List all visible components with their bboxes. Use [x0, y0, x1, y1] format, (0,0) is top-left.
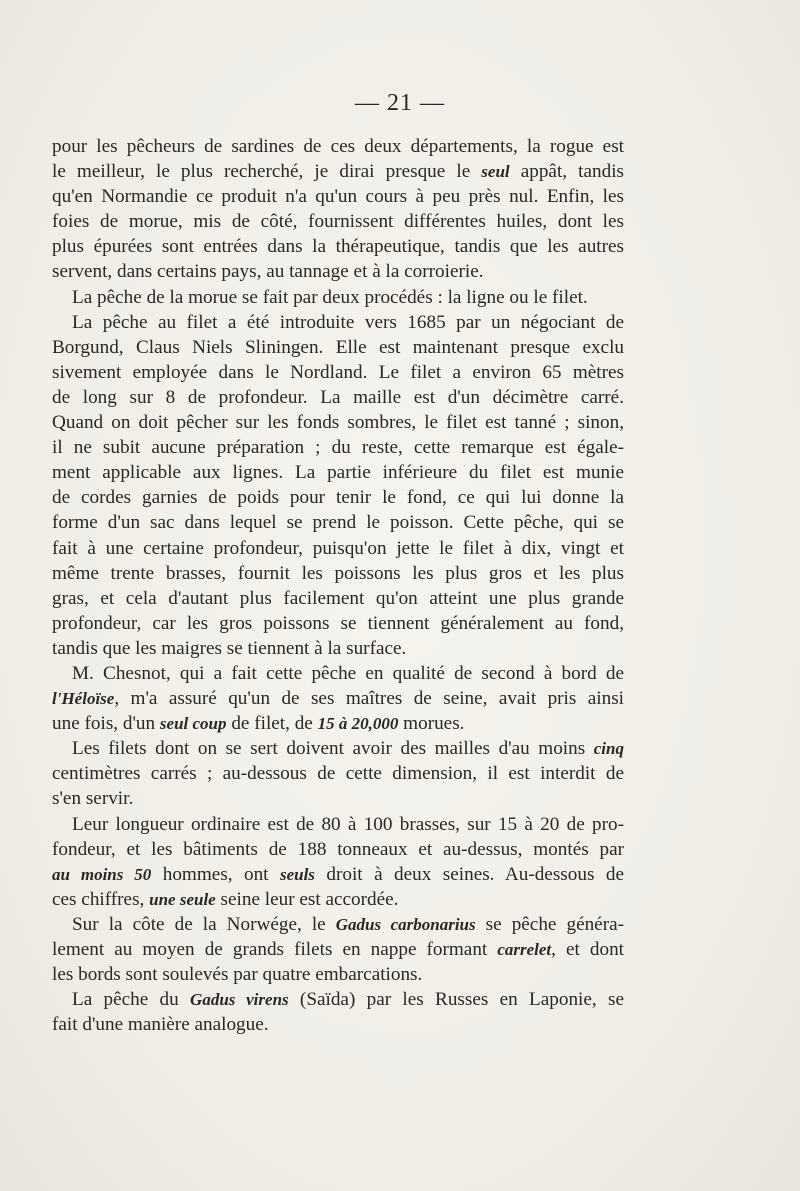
emphasis: seuls [279, 864, 315, 884]
emphasis: Gadus virens [190, 990, 289, 1010]
text-line: La pêche au filet a été introduite vers 1685 par un négociant de [72, 311, 624, 333]
paragraph [52, 736, 624, 811]
emphasis: l'Héloïse [52, 689, 115, 709]
text-line: plus épurées sont entrées dans la thérapeutique, tandis que les autres [52, 236, 624, 258]
body-text [52, 134, 624, 1037]
text-line: fait d'une manière analogue. [52, 1014, 269, 1036]
emphasis: Gadus carbonarius [335, 914, 476, 934]
text-line: pour les pêcheurs de sardines de ces deux départements, la rogue est [52, 136, 624, 157]
text-line: de cordes garnies de poids pour tenir le fond, ce qui lui donne la [52, 487, 624, 509]
text-line: forme d'un sac dans lequel se prend le poisson. Cette pêche, qui se [52, 512, 624, 534]
paragraph [52, 661, 624, 736]
emphasis: seul [481, 162, 510, 182]
text-line: servent, dans certains pays, au tannage et à la corroierie. [52, 261, 484, 283]
text-line: Quand on doit pêcher sur les fonds sombres, le filet est tanné ; sinon, [52, 412, 624, 434]
text-line: foies de morue, mis de côté, fournissent différentes huiles, dont les [52, 211, 624, 233]
paragraph [52, 310, 624, 661]
text-line: La pêche du Gadus virens (Saïda) par les Russes en Laponie, se [72, 989, 624, 1011]
text-line: s'en servir. [52, 788, 134, 810]
text-line: centimètres carrés ; au-dessous de cette dimension, il est interdit de [52, 763, 624, 785]
emphasis: seul coup [159, 714, 227, 734]
paragraph [52, 134, 624, 285]
text-line: ces chiffres, une seule seine leur est accordée. [52, 888, 399, 910]
text-line: Leur longueur ordinaire est de 80 à 100 brasses, sur 15 à 20 de pro- [72, 813, 624, 835]
paragraph [52, 812, 624, 912]
text-line: fait à une certaine profondeur, puisqu'on jette le filet à dix, vingt et [52, 537, 624, 559]
paragraph [52, 912, 624, 987]
text-line: Sur la côte de la Norwége, le Gadus carbonarius se pêche généra- [72, 913, 624, 935]
emphasis: 15 à 20,000 [317, 714, 399, 734]
page-number: — 21 — [355, 90, 445, 116]
emphasis: cinq [593, 739, 624, 759]
text-line: profondeur, car les gros poissons se tiennent généralement au fond, [52, 612, 624, 634]
text-line: même trente brasses, fournit les poissons les plus gros et les plus [52, 562, 624, 584]
text-line: La pêche de la morue se fait par deux procédés : la ligne ou le filet. [72, 286, 588, 308]
emphasis: au moins 50 [52, 864, 152, 884]
text-line: sivement employée dans le Nordland. Le filet a environ 65 mètres [52, 361, 624, 383]
text-line: une fois, d'un seul coup de filet, de 15 à 20,000 morues. [52, 713, 465, 735]
text-line: de long sur 8 de profondeur. La maille est d'un décimètre carré. [52, 386, 624, 408]
emphasis: une seule [149, 889, 216, 909]
text-line: l'Héloïse, m'a assuré qu'un de ses maîtres de seine, avait pris ainsi [52, 688, 624, 710]
text-line: gras, et cela d'autant plus facilement qu'on atteint une plus grande [52, 587, 624, 609]
emphasis: carrelet [497, 940, 552, 959]
text-line: les bords sont soulevés par quatre embarcations. [52, 964, 423, 986]
paragraph [52, 987, 624, 1037]
paragraph [52, 285, 624, 310]
text-line: Borgund, Claus Niels Sliningen. Elle est maintenant presque exclu [52, 336, 624, 358]
text-line: fondeur, et les bâtiments de 188 tonneaux et au-dessus, montés par [52, 838, 624, 860]
text-line: qu'en Normandie ce produit n'a qu'un cours à peu près nul. Enfin, les [52, 186, 624, 208]
text-line: au moins 50 hommes, ont seuls droit à deux seines. Au-dessous de [52, 863, 624, 885]
text-line: ment applicable aux lignes. La partie inférieure du filet est munie [52, 462, 624, 484]
text-line: il ne subit aucune préparation ; du reste, cette remarque est égale- [52, 437, 624, 459]
text-line: tandis que les maigres se tiennent à la surface. [52, 637, 407, 659]
text-line: lement au moyen de grands filets en nappe formant carrelet, et dont [52, 939, 624, 960]
text-line: M. Chesnot, qui a fait cette pêche en qualité de second à bord de [72, 662, 624, 684]
text-line: le meilleur, le plus recherché, je dirai presque le seul appât, tandis [52, 161, 624, 183]
text-line: Les filets dont on se sert doivent avoir des mailles d'au moins cinq [72, 738, 624, 760]
